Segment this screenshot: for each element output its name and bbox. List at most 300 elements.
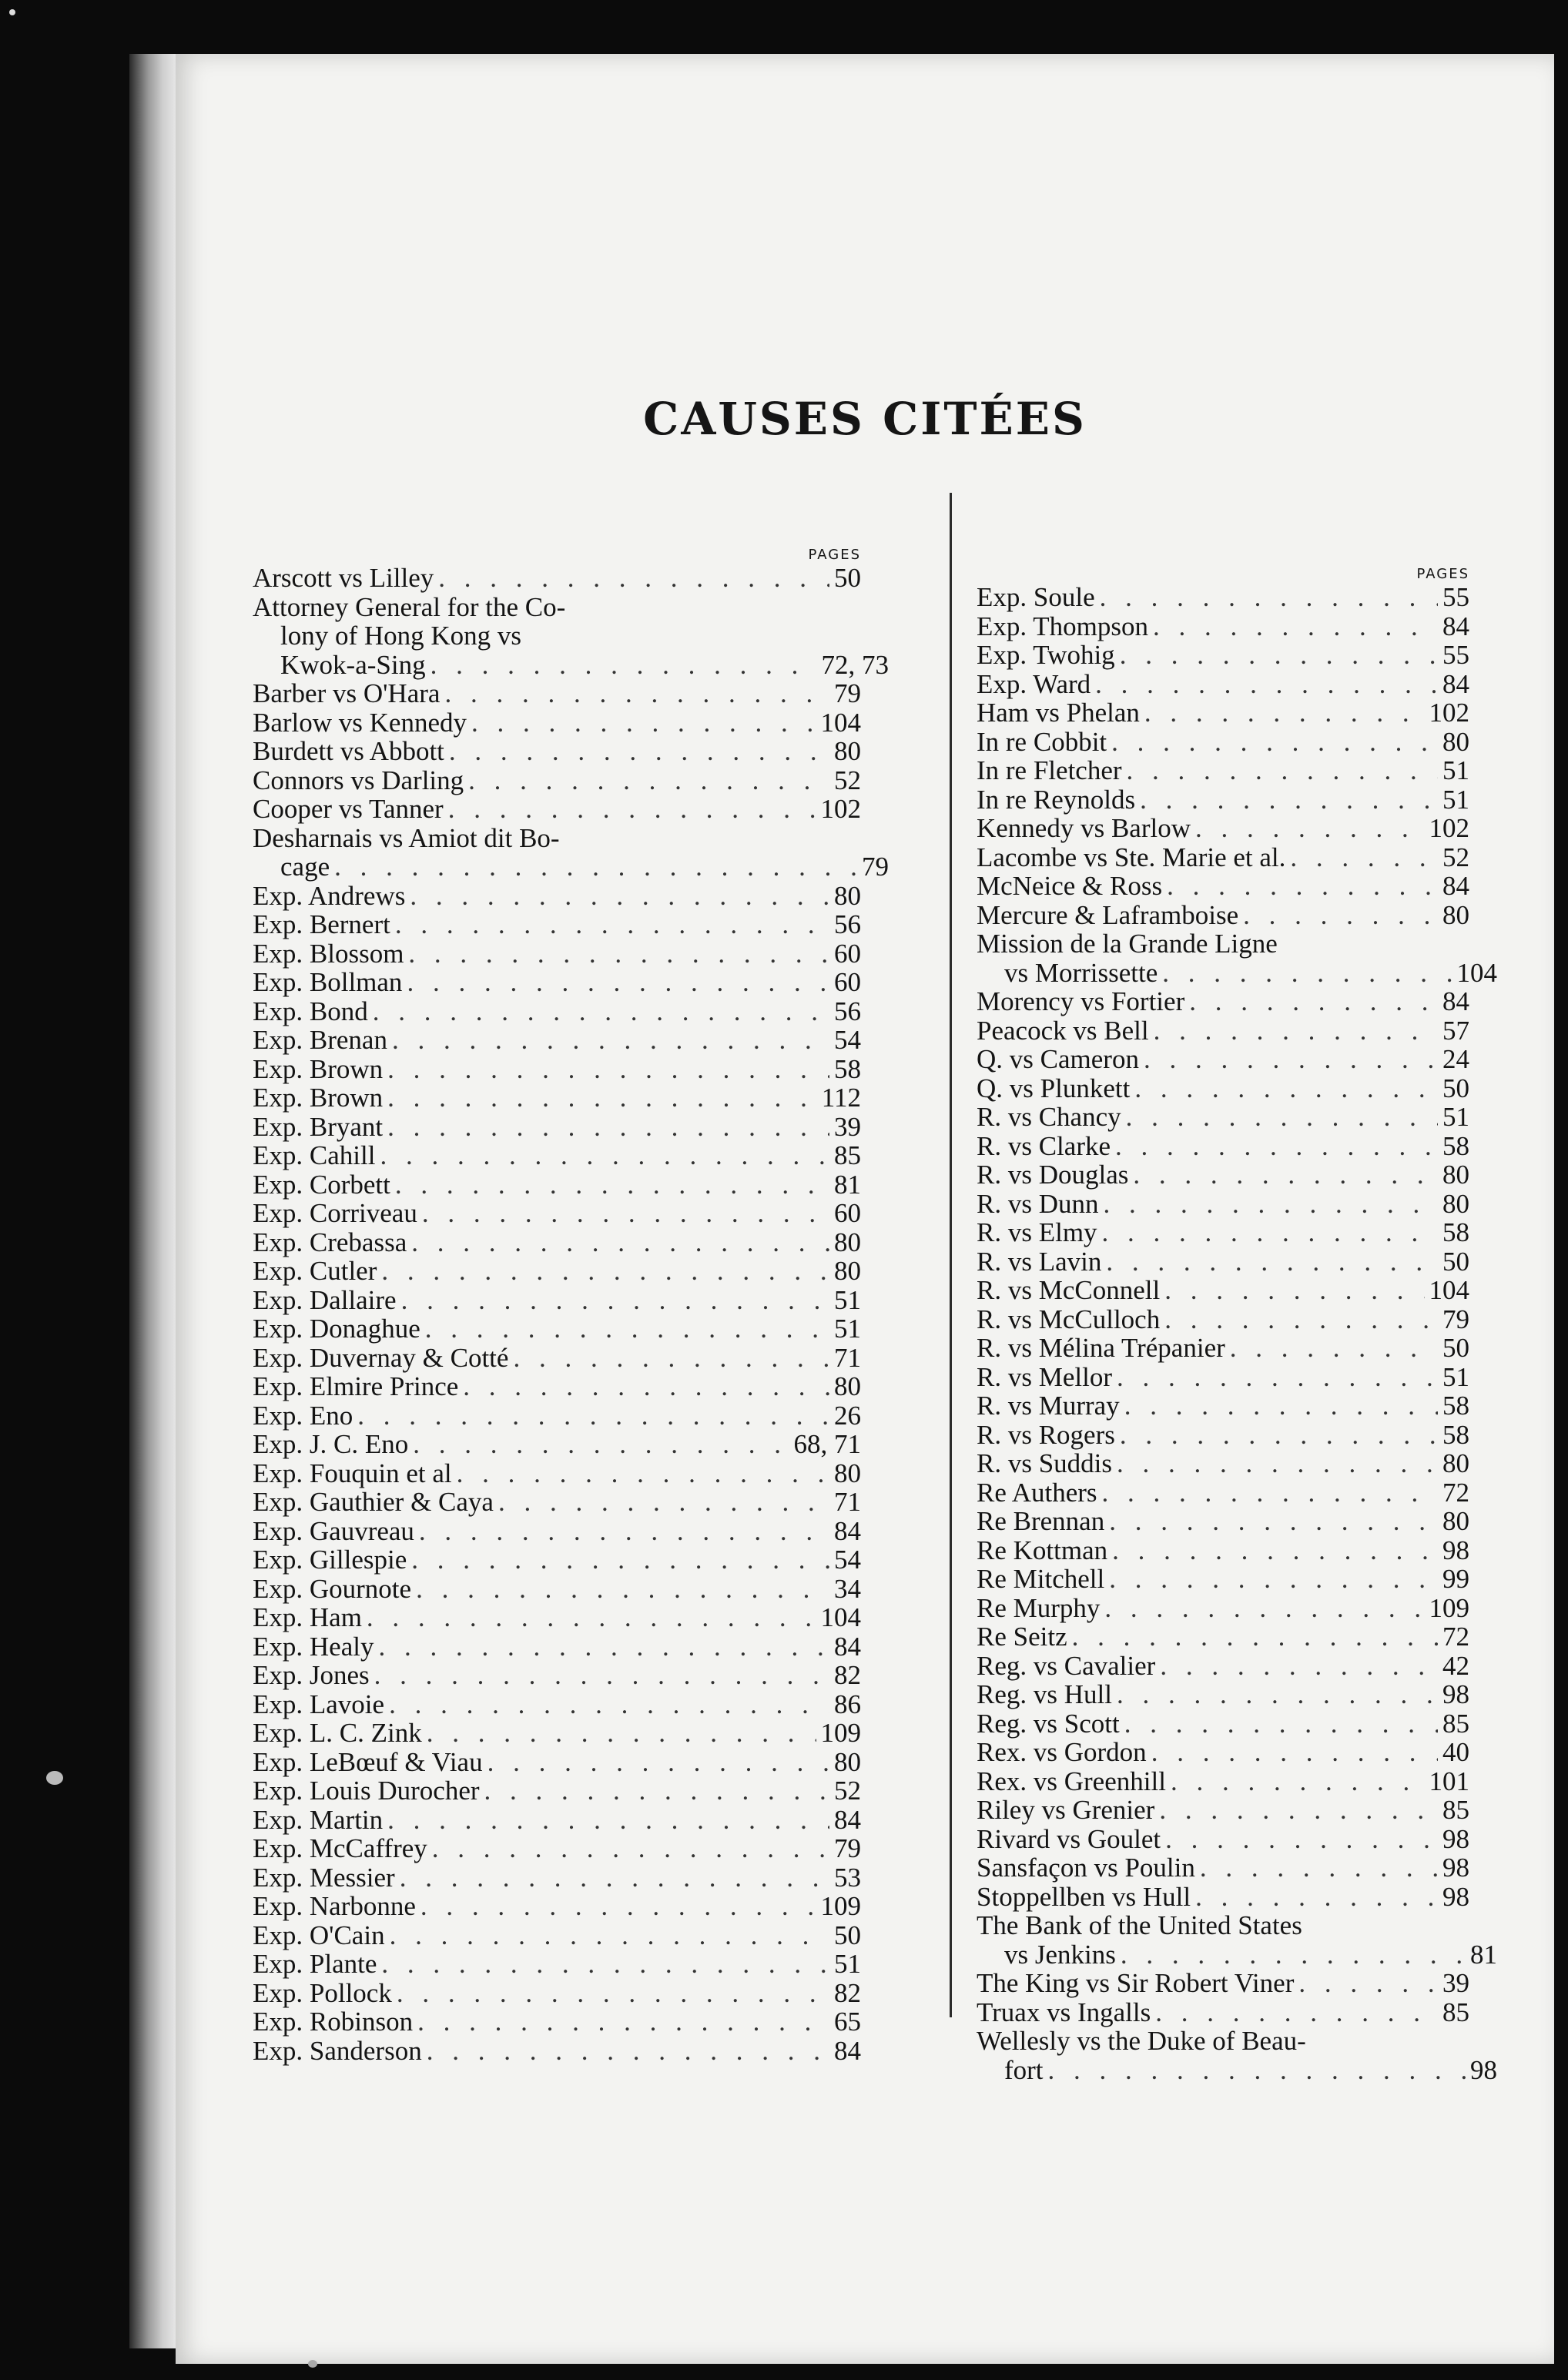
citation-pages: 102 xyxy=(1429,698,1469,728)
citation-row xyxy=(253,1545,861,1575)
dot-leader xyxy=(1243,901,1438,930)
citation-name: Exp. Martin xyxy=(253,1804,384,1835)
dot-leader xyxy=(408,939,829,969)
dot-leader xyxy=(1165,1825,1438,1854)
citation-pages: 79 xyxy=(834,678,861,708)
dot-leader xyxy=(425,1314,829,1344)
speck xyxy=(9,9,15,15)
citation-entry xyxy=(977,1391,1568,1421)
dot-leader xyxy=(1120,1421,1438,1450)
citation-row xyxy=(977,1103,1469,1132)
citation-row xyxy=(253,1517,861,1546)
dot-leader xyxy=(432,1834,829,1863)
dot-leader xyxy=(410,882,829,911)
citation-entry xyxy=(977,1421,1568,1450)
citation-entry xyxy=(253,997,946,1026)
citation-pages: 80 xyxy=(834,736,861,766)
citation-entry xyxy=(253,1661,946,1690)
citation-row xyxy=(977,1074,1469,1103)
citation-entry xyxy=(253,1575,946,1604)
citation-entry xyxy=(977,1652,1568,1681)
dot-leader xyxy=(407,968,829,997)
citation-name: Exp. O'Cain xyxy=(253,1920,385,1950)
citation-pages: 109 xyxy=(820,1718,861,1748)
citation-row xyxy=(977,1622,1469,1652)
dot-leader xyxy=(427,1719,816,1748)
citation-name: Exp. J. C. Eno xyxy=(253,1429,409,1459)
citation-row xyxy=(253,1401,861,1431)
citation-row xyxy=(253,1748,861,1777)
citation-entry xyxy=(253,1719,946,1748)
citation-entry xyxy=(253,1314,946,1344)
citation-pages: 104 xyxy=(820,707,861,738)
citation-pages: 81 xyxy=(834,1169,861,1200)
citation-pages: 50 xyxy=(1442,1246,1469,1277)
citation-name: Re Seitz xyxy=(977,1622,1067,1652)
citation-entry xyxy=(253,1083,946,1113)
citation-entry xyxy=(977,756,1568,785)
citation-pages: 39 xyxy=(834,1111,861,1142)
citation-row xyxy=(977,814,1469,843)
citation-name: In re Cobbit xyxy=(977,726,1107,757)
citation-entry xyxy=(977,728,1568,757)
citation-entry xyxy=(977,814,1568,843)
citation-entry xyxy=(977,1247,1568,1277)
right-column xyxy=(977,566,1568,2084)
dot-leader xyxy=(1102,1478,1438,1508)
dot-leader xyxy=(1100,583,1438,612)
citation-row xyxy=(977,1016,1469,1046)
citation-entry xyxy=(977,1045,1568,1074)
citation-pages: 104 xyxy=(820,1602,861,1632)
citation-pages: 84 xyxy=(834,2035,861,2066)
citation-name: Kwok-a-Sing xyxy=(280,649,426,680)
citation-pages: 53 xyxy=(834,1862,861,1893)
citation-entry xyxy=(977,1507,1568,1536)
citation-pages: 101 xyxy=(1429,1766,1469,1796)
citation-entry xyxy=(253,910,946,939)
citation-name: Exp. Gauvreau xyxy=(253,1515,414,1546)
citation-pages: 84 xyxy=(1442,668,1469,699)
citation-entry xyxy=(977,1190,1568,1219)
citation-name: R. vs Douglas xyxy=(977,1160,1129,1190)
dot-leader xyxy=(367,1603,816,1632)
citation-row xyxy=(253,2007,861,2037)
citation-pages: 80 xyxy=(834,1746,861,1777)
citation-entry xyxy=(253,1199,946,1228)
citation-entry xyxy=(253,708,946,738)
dot-leader xyxy=(378,1632,829,1662)
citation-name: Exp. Bond xyxy=(253,996,368,1026)
citation-pages: 60 xyxy=(834,1198,861,1228)
dot-leader xyxy=(417,2007,829,2037)
citation-name: Reg. vs Cavalier xyxy=(977,1650,1156,1681)
citation-name: Re Authers xyxy=(977,1477,1097,1508)
dot-leader xyxy=(449,737,829,766)
citation-entry xyxy=(253,822,889,882)
citation-pages: 80 xyxy=(834,1227,861,1257)
citation-name: Exp. Louis Durocher xyxy=(253,1776,480,1806)
citation-pages: 80 xyxy=(834,1458,861,1488)
citation-name: Riley vs Grenier xyxy=(977,1795,1155,1825)
dot-leader xyxy=(411,1545,829,1575)
citation-entry xyxy=(977,1334,1568,1363)
citation-pages: 57 xyxy=(1442,1015,1469,1046)
citation-row xyxy=(253,1719,861,1748)
citation-entry xyxy=(977,1796,1568,1825)
citation-pages: 58 xyxy=(1442,1130,1469,1161)
citation-pages: 84 xyxy=(1442,986,1469,1016)
citation-name: Exp. Jones xyxy=(253,1660,370,1690)
citation-row xyxy=(253,1344,861,1373)
dot-leader xyxy=(1144,1045,1438,1074)
citation-row xyxy=(977,1738,1469,1767)
citation-row xyxy=(977,1478,1469,1508)
dot-leader xyxy=(1164,1276,1424,1305)
dot-leader xyxy=(1127,756,1438,785)
citation-entry xyxy=(977,1680,1568,1709)
citation-row xyxy=(253,795,861,824)
citation-pages: 104 xyxy=(1456,957,1497,988)
book-gutter xyxy=(129,54,177,2348)
left-column xyxy=(253,547,946,2065)
citation-pages: 102 xyxy=(820,794,861,824)
citation-name: vs Morrissette xyxy=(1004,957,1158,988)
citation-entry xyxy=(253,766,946,795)
citation-row xyxy=(253,1141,861,1170)
citation-name: Reg. vs Scott xyxy=(977,1708,1120,1739)
citation-pages: 80 xyxy=(1442,1188,1469,1219)
citation-row xyxy=(253,968,861,997)
citation-name: In re Reynolds xyxy=(977,784,1136,815)
citation-entry xyxy=(977,1536,1568,1565)
citation-entry xyxy=(977,1594,1568,1623)
citation-name: Exp. Robinson xyxy=(253,2007,414,2037)
citation-entry xyxy=(253,1748,946,1777)
citation-name: Rivard vs Goulet xyxy=(977,1823,1161,1854)
citation-row xyxy=(253,1083,861,1113)
citation-entry xyxy=(253,1488,946,1517)
citation-name: Barlow vs Kennedy xyxy=(253,707,467,738)
citation-entry xyxy=(977,987,1568,1016)
citation-row xyxy=(253,939,861,969)
dot-leader xyxy=(381,1257,829,1286)
citation-name: Exp. Brenan xyxy=(253,1025,387,1055)
citation-pages: 71 xyxy=(834,1342,861,1373)
citation-name: Exp. Bryant xyxy=(253,1111,384,1142)
citation-entry xyxy=(977,929,1497,988)
dot-leader xyxy=(1121,1940,1466,1970)
citation-pages: 58 xyxy=(834,1053,861,1084)
citation-entry xyxy=(253,564,946,593)
citation-pages: 85 xyxy=(834,1140,861,1170)
citation-row xyxy=(977,1276,1469,1305)
citation-name: R. vs Suddis xyxy=(977,1448,1113,1478)
citation-name: Re Mitchell xyxy=(977,1564,1105,1594)
citation-row xyxy=(253,1113,861,1142)
citation-pages: 98 xyxy=(1470,2054,1497,2085)
citation-row xyxy=(977,1363,1469,1392)
citation-row xyxy=(253,1603,861,1632)
citation-pages: 26 xyxy=(834,1400,861,1431)
citation-name: R. vs Mélina Trépanier xyxy=(977,1333,1225,1363)
citation-entry xyxy=(977,2026,1497,2085)
dot-leader xyxy=(513,1344,829,1373)
citation-entry xyxy=(253,1632,946,1662)
dot-leader xyxy=(1072,1622,1438,1652)
citation-pages: 80 xyxy=(1442,1506,1469,1536)
citation-entry xyxy=(977,901,1568,930)
citation-name: Rex. vs Gordon xyxy=(977,1737,1147,1767)
dot-leader xyxy=(389,1690,829,1719)
citation-pages: 82 xyxy=(834,1660,861,1690)
citation-pages: 112 xyxy=(821,1083,861,1113)
citation-pages: 84 xyxy=(834,1631,861,1662)
dot-leader xyxy=(427,2037,829,2066)
dot-leader xyxy=(413,1430,789,1459)
citation-pages: 56 xyxy=(834,996,861,1026)
dot-leader xyxy=(411,1228,829,1257)
citation-entry xyxy=(977,1276,1568,1305)
citation-name: Exp. Crebassa xyxy=(253,1227,407,1257)
dot-leader xyxy=(387,1806,829,1835)
dot-leader xyxy=(381,1950,829,1979)
dot-leader xyxy=(448,795,816,824)
citation-pages: 54 xyxy=(834,1545,861,1575)
citation-pages: 51 xyxy=(834,1284,861,1315)
citation-row xyxy=(253,1776,861,1806)
citation-pages: 52 xyxy=(1442,842,1469,872)
citation-name: Exp. L. C. Zink xyxy=(253,1718,422,1748)
citation-row xyxy=(253,1575,861,1604)
citation-name-line: Wellesly vs the Duke of Beau- xyxy=(977,2026,1306,2056)
citation-entry xyxy=(253,1863,946,1893)
citation-row xyxy=(253,1286,861,1315)
citation-row xyxy=(253,1488,861,1517)
citation-row xyxy=(977,987,1469,1016)
citation-pages: 65 xyxy=(834,2007,861,2037)
citation-name: Exp. Thompson xyxy=(977,611,1148,641)
citation-name: Exp. Ward xyxy=(977,668,1091,699)
citation-entry xyxy=(253,1055,946,1084)
citation-pages: 85 xyxy=(1442,1997,1469,2027)
citation-name: Cooper vs Tanner xyxy=(253,794,444,824)
citation-entry xyxy=(253,795,946,824)
citation-pages: 51 xyxy=(1442,1102,1469,1132)
citation-name: Q. vs Cameron xyxy=(977,1044,1139,1074)
citation-row xyxy=(977,1132,1469,1161)
dot-leader xyxy=(400,1863,829,1893)
citation-row xyxy=(977,1680,1469,1709)
dot-leader xyxy=(387,1055,829,1084)
dot-leader xyxy=(1140,785,1438,815)
dot-leader xyxy=(1124,1391,1438,1421)
citation-pages: 71 xyxy=(834,1487,861,1517)
citation-entry xyxy=(253,1806,946,1835)
citation-name-line: Mission de la Grande Ligne xyxy=(977,929,1278,959)
citation-row xyxy=(253,1170,861,1200)
citation-name: R. vs Chancy xyxy=(977,1102,1121,1132)
dot-leader xyxy=(1298,1969,1438,1998)
citation-pages: 80 xyxy=(834,1256,861,1286)
citation-row xyxy=(253,1430,861,1459)
pages-header-right: PAGES xyxy=(1416,566,1469,582)
citation-row xyxy=(977,1190,1469,1219)
dot-leader xyxy=(1102,1218,1438,1247)
citation-name: Exp. Soule xyxy=(977,582,1095,612)
dot-leader xyxy=(498,1488,829,1517)
citation-entry xyxy=(253,1113,946,1142)
citation-entry xyxy=(977,1998,1568,2027)
citation-name: Exp. Bernert xyxy=(253,909,390,939)
citation-name: Exp. Bollman xyxy=(253,967,403,997)
dot-leader xyxy=(373,997,829,1026)
dot-leader xyxy=(468,766,829,795)
citation-name: Barber vs O'Hara xyxy=(253,678,441,708)
citation-pages: 102 xyxy=(1429,813,1469,843)
citation-row xyxy=(977,670,1469,699)
dot-leader xyxy=(1160,1652,1438,1681)
citation-row xyxy=(253,1314,861,1344)
citation-entry xyxy=(253,1921,946,1950)
citation-name: Exp. Plante xyxy=(253,1949,377,1979)
citation-row xyxy=(977,612,1469,641)
citation-name: Exp. Corbett xyxy=(253,1169,390,1200)
dot-leader xyxy=(1154,1016,1438,1046)
citation-pages: 86 xyxy=(834,1689,861,1719)
citation-pages: 82 xyxy=(834,1977,861,2008)
citation-row xyxy=(977,1334,1469,1363)
citation-row xyxy=(253,1257,861,1286)
dot-leader xyxy=(1048,2056,1466,2085)
citation-pages: 55 xyxy=(1442,582,1469,612)
pages-header-left: PAGES xyxy=(808,547,861,563)
citation-entry xyxy=(253,939,946,969)
citation-name: R. vs Clarke xyxy=(977,1130,1111,1161)
dot-leader xyxy=(1104,1190,1439,1219)
citation-entry xyxy=(253,1401,946,1431)
citation-name: Exp. Gournote xyxy=(253,1573,412,1604)
citation-name: Exp. Twohig xyxy=(977,640,1115,670)
citation-entry xyxy=(977,698,1568,728)
citation-entry xyxy=(253,1776,946,1806)
citation-row xyxy=(977,1160,1469,1190)
dot-leader xyxy=(1162,959,1452,988)
citation-name: R. vs Murray xyxy=(977,1391,1120,1421)
dot-leader xyxy=(1164,1305,1438,1334)
dot-leader xyxy=(422,1199,829,1228)
citation-row xyxy=(253,2037,861,2066)
citation-pages: 85 xyxy=(1442,1795,1469,1825)
dot-leader xyxy=(1171,1767,1425,1796)
citation-entry xyxy=(253,2007,946,2037)
citation-entry xyxy=(977,1767,1568,1796)
citation-row xyxy=(253,1632,861,1662)
citation-row xyxy=(977,641,1469,670)
citation-entry xyxy=(253,1690,946,1719)
citation-row xyxy=(253,1661,861,1690)
citation-row xyxy=(977,872,1469,901)
citation-row xyxy=(253,737,861,766)
dot-leader xyxy=(484,1776,829,1806)
citation-pages: 52 xyxy=(834,1776,861,1806)
dot-leader xyxy=(1189,987,1438,1016)
citation-name: Exp. Narbonne xyxy=(253,1891,416,1921)
citation-pages: 50 xyxy=(834,1920,861,1950)
dot-leader xyxy=(1120,641,1438,670)
dot-leader xyxy=(395,1170,829,1200)
dot-leader xyxy=(1117,1449,1438,1478)
citation-entry xyxy=(253,679,946,708)
dot-leader xyxy=(1104,1594,1424,1623)
citation-entry xyxy=(977,785,1568,815)
citation-entry xyxy=(977,612,1568,641)
citation-name: Exp. Sanderson xyxy=(253,2035,422,2066)
citation-name: Connors vs Darling xyxy=(253,765,464,795)
dot-leader xyxy=(1117,1680,1438,1709)
citation-name: Exp. Corriveau xyxy=(253,1198,417,1228)
citation-row xyxy=(977,1998,1469,2027)
citation-row xyxy=(977,959,1497,988)
dot-leader xyxy=(487,1748,829,1777)
citation-entry xyxy=(253,1517,946,1546)
citation-pages: 58 xyxy=(1442,1419,1469,1450)
citation-name: Exp. Donaghue xyxy=(253,1314,420,1344)
dot-leader xyxy=(392,1026,829,1055)
citation-entry xyxy=(253,1372,946,1401)
citation-row xyxy=(977,1796,1469,1825)
dot-leader xyxy=(1153,612,1438,641)
citation-name: Arscott vs Lilley xyxy=(253,563,434,593)
citation-entry xyxy=(977,1709,1568,1739)
dot-leader xyxy=(444,679,829,708)
citation-pages: 52 xyxy=(834,765,861,795)
dot-leader xyxy=(397,1979,829,2008)
citation-row xyxy=(253,1892,861,1921)
citation-name: Exp. Andrews xyxy=(253,880,406,911)
citation-row xyxy=(253,910,861,939)
citation-name: Exp. Duvernay & Cotté xyxy=(253,1342,509,1373)
citation-name: Exp. Eno xyxy=(253,1400,353,1431)
citation-entry xyxy=(977,1160,1568,1190)
citation-pages: 81 xyxy=(1470,1939,1497,1970)
citation-pages: 72 xyxy=(1442,1477,1469,1508)
citation-name: Exp. Fouquin et al xyxy=(253,1458,452,1488)
citation-name: Exp. Brown xyxy=(253,1053,384,1084)
citation-name: Exp. LeBœuf & Viau xyxy=(253,1746,483,1777)
dot-leader xyxy=(1151,1738,1438,1767)
citation-row xyxy=(977,1565,1469,1594)
citation-pages: 80 xyxy=(1442,1448,1469,1478)
dot-leader xyxy=(463,1372,829,1401)
citation-entry xyxy=(977,1853,1568,1883)
citation-pages: 40 xyxy=(1442,1737,1469,1767)
citation-name: Exp. Brown xyxy=(253,1083,384,1113)
citation-row xyxy=(977,785,1469,815)
citation-pages: 60 xyxy=(834,938,861,969)
citation-name: Lacombe vs Ste. Marie et al. xyxy=(977,842,1286,872)
citation-name: Exp. Dallaire xyxy=(253,1284,397,1315)
citation-entry xyxy=(253,1344,946,1373)
dot-leader xyxy=(1112,1536,1438,1565)
dot-leader xyxy=(420,1892,816,1921)
citation-name: Ham vs Phelan xyxy=(977,698,1140,728)
citation-name: Exp. McCaffrey xyxy=(253,1833,427,1863)
citation-row xyxy=(977,1305,1469,1334)
citation-name: vs Jenkins xyxy=(1004,1939,1116,1970)
citation-pages: 85 xyxy=(1442,1708,1469,1739)
citation-row xyxy=(977,1507,1469,1536)
